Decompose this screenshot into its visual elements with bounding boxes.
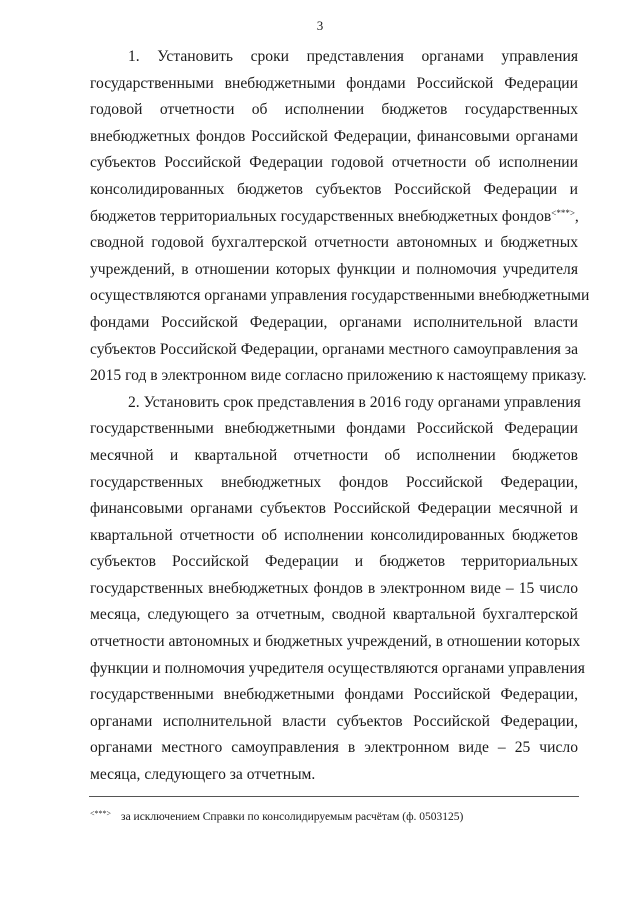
paragraph-2-line-4: государственных внебюджетных фондов Российской Федерации, (90, 473, 578, 491)
paragraph-1-line-1: 1. Установить сроки представления органами управления (128, 48, 578, 65)
footnote-divider (89, 796, 579, 797)
paragraph-2-line-6: квартальной отчетности об исполнении консолидированных бюджетов (90, 526, 578, 544)
paragraph-2-line-3: месячной и квартальной отчетности об исполнении бюджетов (90, 446, 578, 464)
paragraph-1-line-3: годовой отчетности об исполнении бюджетов государственных (90, 101, 578, 119)
paragraph-2-line-14: органами местного самоуправления в электронном виде – 25 число (90, 739, 578, 757)
footnote-reference-marker: <***> (551, 207, 575, 218)
paragraph-1-line-2: государственными внебюджетными фондами Российской Федерации (90, 74, 578, 92)
paragraph-1-line-13: 2015 год в электронном виде согласно приложению к настоящему приказу. (90, 367, 587, 385)
paragraph-2-line-2: государственными внебюджетными фондами Российской Федерации (90, 420, 578, 438)
paragraph-2-line-15: месяца, следующего за отчетным. (90, 766, 316, 784)
paragraph-2-line-10: отчетности автономных и бюджетных учреждений, в отношении которых (90, 633, 581, 651)
paragraph-1-line-7-comma: , (574, 207, 579, 225)
paragraph-1-line-5: субъектов Российской Федерации годовой отчетности об исполнении (90, 154, 578, 172)
footnote-marker: <***> (90, 809, 112, 818)
document-body (90, 44, 590, 789)
paragraph-2-line-13: органами исполнительной власти субъектов Российской Федерации, (90, 712, 578, 730)
page-number: 3 (316, 18, 324, 33)
paragraph-2-line-9: месяца, следующего за отчетным, сводной квартальной бухгалтерской (90, 606, 578, 624)
paragraph-2-line-11: функции и полномочия учредителя осуществляются органами управления (90, 659, 585, 677)
footnote-text: за исключением Справки по консолидируемым расчётам (ф. 0503125) (121, 811, 464, 823)
paragraph-2-line-8: государственных внебюджетных фондов в электронном виде – 15 число (90, 579, 578, 597)
paragraph-1-line-4: внебюджетных фондов Российской Федерации, финансовыми органами (90, 127, 578, 145)
paragraph-2-line-5: финансовыми органами субъектов Российской Федерации месячной и (90, 500, 578, 518)
paragraph-2-line-12: государственными внебюджетными фондами Российской Федерации, (90, 686, 578, 704)
footnote (90, 811, 578, 823)
paragraph-1-line-10: осуществляются органами управления государственными внебюджетными (90, 287, 590, 305)
paragraph-1-line-12: субъектов Российской Федерации, органами местного самоуправления за (90, 340, 578, 358)
paragraph-1-line-9: учреждений, в отношении которых функции и полномочия учредителя (90, 260, 578, 278)
paragraph-2-line-7: субъектов Российской Федерации и бюджетов территориальных (90, 553, 578, 571)
paragraph-1-line-8: сводной годовой бухгалтерской отчетности автономных и бюджетных (90, 234, 578, 252)
paragraph-1-line-7-text: бюджетов территориальных государственных внебюджетных фондов (90, 207, 552, 225)
paragraph-2-line-1: 2. Установить срок представления в 2016 году органами управления (128, 393, 581, 411)
paragraph-1-line-7 (90, 204, 578, 231)
paragraph-1-line-11: фондами Российской Федерации, органами исполнительной власти (90, 313, 578, 331)
paragraph-1-line-6: консолидированных бюджетов субъектов Российской Федерации и (90, 180, 578, 198)
